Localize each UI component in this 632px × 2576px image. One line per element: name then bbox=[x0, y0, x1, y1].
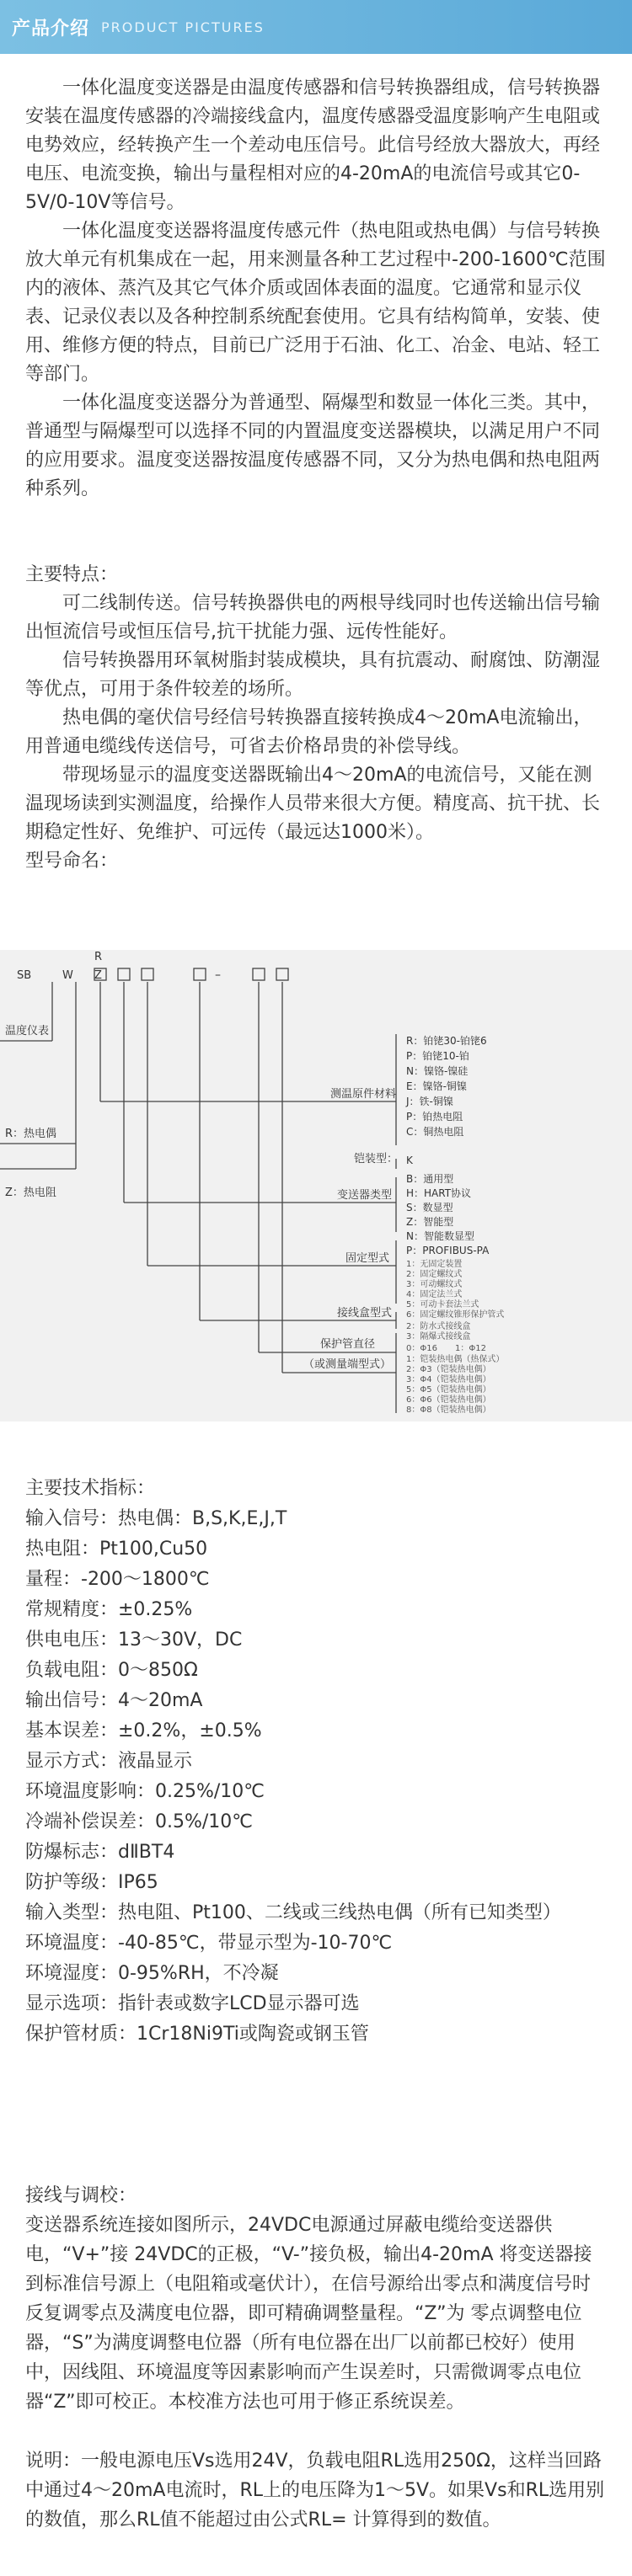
intro-paragraph-2: 一体化温度变送器将温度传感元件（热电阻或热电偶）与信号转换放大单元有机集成在一起，用来测量各种工艺过程中-200-1600℃范围内的液体、蒸汽及其它气体介质或固体表面的温度。它通常和显示仪表、记录仪表以及各种控制系统配套使用。它具有结构简单，安装、使用、维修方便的特点，目前已广泛用于石油、化工、冶金、电站、轻工等部门。 bbox=[25, 221, 606, 385]
specs-section bbox=[25, 1474, 607, 2050]
wiring-heading: 接线与调校： bbox=[25, 2185, 137, 2206]
specs-heading: 主要技术指标： bbox=[25, 1478, 156, 1499]
box-mount: 铠装型： bbox=[354, 1153, 399, 1165]
spec-item: 防爆标志：dⅡBT4 bbox=[25, 1842, 175, 1863]
svg-text:R：铂铑30-铂铑6: R：铂铑30-铂铑6 bbox=[406, 1035, 487, 1047]
spec-item: 输入类型：热电阻、Pt100、二线或三线热电偶（所有已知类型） bbox=[25, 1902, 561, 1923]
spec-item: 保护管材质：1Cr18Ni9Ti或陶瓷或钢玉管 bbox=[25, 2024, 369, 2045]
svg-text:1：无固定装置: 1：无固定装置 bbox=[406, 1260, 463, 1269]
code-z: Z bbox=[94, 969, 102, 982]
spec-item: 供电电压：13～30V，DC bbox=[25, 1629, 243, 1651]
label-thermocouple: R：热电偶 bbox=[5, 1128, 57, 1140]
code-r: R bbox=[94, 951, 103, 963]
code-w: W bbox=[62, 969, 73, 982]
model-naming-diagram bbox=[0, 950, 632, 1421]
svg-text:P：PROFIBUS-PA: P：PROFIBUS-PA bbox=[406, 1245, 490, 1256]
code-prefix: SB bbox=[17, 969, 32, 982]
feature-4: 带现场显示的温度变送器既输出4～20mA的电流信号，又能在测温现场读到实测温度，给操作人员带来很大方便。精度高、抗干扰、长期稳定性好、免维护、可远传（最远达1000米）。 bbox=[25, 765, 601, 843]
spec-item: 显示选项：指针表或数字LCD显示器可选 bbox=[25, 1993, 360, 2014]
box-fix: 固定型式 bbox=[345, 1252, 390, 1265]
spec-item: 常规精度：±0.25% bbox=[25, 1599, 193, 1620]
svg-text:H：HART协议: H：HART协议 bbox=[406, 1187, 472, 1199]
feature-1: 可二线制传送。信号转换器供电的两根导线同时也传送输出信号输出恒流信号或恒压信号,抗干扰能力强、远传性能好。 bbox=[25, 593, 601, 643]
svg-text:N：镍铬-镍硅: N：镍铬-镍硅 bbox=[406, 1065, 469, 1077]
svg-text:2：防水式接线盒: 2：防水式接线盒 bbox=[406, 1322, 471, 1331]
transmitter-options bbox=[406, 1172, 490, 1256]
box-element-material: 测温原件材料 bbox=[330, 1088, 397, 1101]
svg-text:1：Φ12: 1：Φ12 bbox=[455, 1344, 486, 1353]
spec-item: 环境温度影响：0.25%/10℃ bbox=[25, 1781, 265, 1802]
box-junction: 接线盒型式 bbox=[337, 1307, 393, 1320]
fix-options bbox=[406, 1258, 504, 1320]
section-subtitle: PRODUCT PICTURES bbox=[101, 19, 265, 35]
svg-text:0：Φ16: 0：Φ16 bbox=[406, 1344, 437, 1353]
svg-text:3：可动螺纹式: 3：可动螺纹式 bbox=[406, 1280, 463, 1289]
intro-paragraph-3: 一体化温度变送器分为普通型、隔爆型和数显一体化三类。其中，普通型与隔爆型可以选择不同的内置温度变送器模块，以满足用户不同的应用要求。温度变送器按温度传感器不同，又分为热电偶和热电阻两种系列。 bbox=[25, 392, 601, 499]
box-tube-line1: 保护管直径 bbox=[320, 1338, 376, 1351]
features-heading: 主要特点： bbox=[25, 564, 119, 585]
spec-item: 输入信号：热电偶：B,S,K,E,J,T bbox=[25, 1508, 287, 1529]
svg-text:6：固定螺纹锥形保护管式: 6：固定螺纹锥形保护管式 bbox=[406, 1310, 505, 1320]
element-options bbox=[405, 1034, 487, 1166]
svg-text:3：Φ4（铠装热电偶）: 3：Φ4（铠装热电偶） bbox=[406, 1375, 491, 1384]
svg-text:N：智能数显型: N：智能数显型 bbox=[406, 1230, 474, 1242]
svg-text:P：铂热电阻: P：铂热电阻 bbox=[406, 1111, 463, 1123]
intro-paragraph-1: 一体化温度变送器是由温度传感器和信号转换器组成，信号转换器安装在温度传感器的冷端接线盒内，温度传感器受温度影响产生电阻或电势效应，经转换产生一个差动电压信号。此信号经放大器放大，再经电压、电流变换，输出与量程相对应的4-20mA的电流信号或其它0-5V/0-10V等信号。 bbox=[25, 77, 601, 213]
label-product: 温度仪表 bbox=[5, 1025, 50, 1037]
spec-item: 冷端补偿误差：0.5%/10℃ bbox=[25, 1811, 254, 1832]
label-rtd: Z：热电阻 bbox=[5, 1187, 56, 1199]
svg-text:2：固定螺纹式: 2：固定螺纹式 bbox=[406, 1270, 463, 1279]
svg-text:J：铁-铜镍: J：铁-铜镍 bbox=[406, 1096, 453, 1107]
feature-3: 热电偶的毫伏信号经信号转换器直接转换成4～20mA电流输出，用普通电缆线传送信号，可省去价格昂贵的补偿导线。 bbox=[25, 707, 592, 757]
spec-item: 热电阻：Pt100,Cu50 bbox=[25, 1539, 208, 1560]
svg-text:6：Φ6（铠装热电偶）: 6：Φ6（铠装热电偶） bbox=[406, 1395, 491, 1405]
spec-item: 输出信号：4～20mA bbox=[25, 1690, 203, 1711]
section-title: 产品介绍 bbox=[12, 18, 90, 40]
svg-text:K: K bbox=[406, 1155, 413, 1166]
box-transmitter: 变送器类型 bbox=[337, 1189, 393, 1202]
spec-item: 环境温度：-40-85℃，带显示型为-10-70℃ bbox=[25, 1933, 393, 1954]
svg-text:P：铂铑10-铂: P：铂铑10-铂 bbox=[406, 1050, 469, 1062]
spec-item: 负载电阻：0～850Ω bbox=[25, 1660, 198, 1681]
svg-text:S：数显型: S：数显型 bbox=[406, 1202, 453, 1213]
svg-text:5：可动卡套法兰式: 5：可动卡套法兰式 bbox=[406, 1300, 479, 1309]
wiring-note: 说明：一般电源电压Vs选用24V，负载电阻RL选用250Ω，这样当回路中通过4～20mA电流时，RL上的电压降为1～5V。如果Vs和RL选用别的数值，那么RL值不能超过由公式RL= 计算得到的数值。 bbox=[25, 2451, 605, 2531]
svg-text:8：Φ8（铠装热电偶）: 8：Φ8（铠装热电偶） bbox=[406, 1405, 491, 1415]
intro-content bbox=[25, 74, 607, 876]
spec-item: 防护等级：IP65 bbox=[25, 1872, 158, 1893]
spec-item: 环境湿度：0-95%RH，不冷凝 bbox=[25, 1963, 279, 1984]
model-heading: 型号命名： bbox=[25, 851, 119, 872]
spec-item: 量程：-200～1800℃ bbox=[25, 1569, 210, 1590]
svg-text:B：通用型: B：通用型 bbox=[406, 1173, 454, 1185]
feature-2: 信号转换器用环氧树脂封装成模块，具有抗震动、耐腐蚀、防潮湿等优点，可用于条件较差的场所。 bbox=[25, 650, 601, 700]
wiring-section bbox=[25, 2181, 607, 2535]
svg-text:2：Φ3（铠装热电偶）: 2：Φ3（铠装热电偶） bbox=[406, 1365, 491, 1374]
svg-text:E：镍铬-铜镍: E：镍铬-铜镍 bbox=[406, 1080, 467, 1092]
svg-text:Z：智能型: Z：智能型 bbox=[406, 1216, 454, 1228]
code-dash: – bbox=[215, 968, 221, 982]
junction-options bbox=[406, 1320, 470, 1341]
box-tube-line2: （或测量端型式） bbox=[303, 1358, 392, 1371]
wiring-text: 变送器系统连接如图所示，24VDC电源通过屏蔽电缆给变送器供电，“V+”接 24VDC的正极，“V-”接负极，输出4-20mA 将变送器接到标准信号源上（电阻箱或毫伏计），在信号源给出零点和满度信号时反复调零点及满度电位器，即可精确调整量程。“Z”为 零点调整电位器，“S”为满度调整电位器（所有电位器在出厂以前都已校好）使用中，因线阻、环境温度等因素影响而产生误差时，只需微调零点电位器“Z”即可校正。本校准方法也可用于修正系统误差。 bbox=[25, 2215, 592, 2413]
section-header bbox=[0, 0, 632, 54]
spec-item: 显示方式：液晶显示 bbox=[25, 1751, 193, 1772]
svg-text:C：铜热电阻: C：铜热电阻 bbox=[406, 1126, 464, 1138]
svg-text:3：隔爆式接线盒: 3：隔爆式接线盒 bbox=[406, 1332, 471, 1341]
svg-text:5：Φ5（铠装热电偶）: 5：Φ5（铠装热电偶） bbox=[406, 1385, 491, 1395]
svg-text:4：固定法兰式: 4：固定法兰式 bbox=[406, 1290, 463, 1299]
svg-text:1：铠装热电偶（热保式）: 1：铠装热电偶（热保式） bbox=[406, 1355, 505, 1364]
tube-options bbox=[406, 1344, 504, 1415]
spec-item: 基本误差：±0.2%，±0.5% bbox=[25, 1720, 262, 1741]
model-diagram-svg bbox=[0, 950, 632, 1421]
